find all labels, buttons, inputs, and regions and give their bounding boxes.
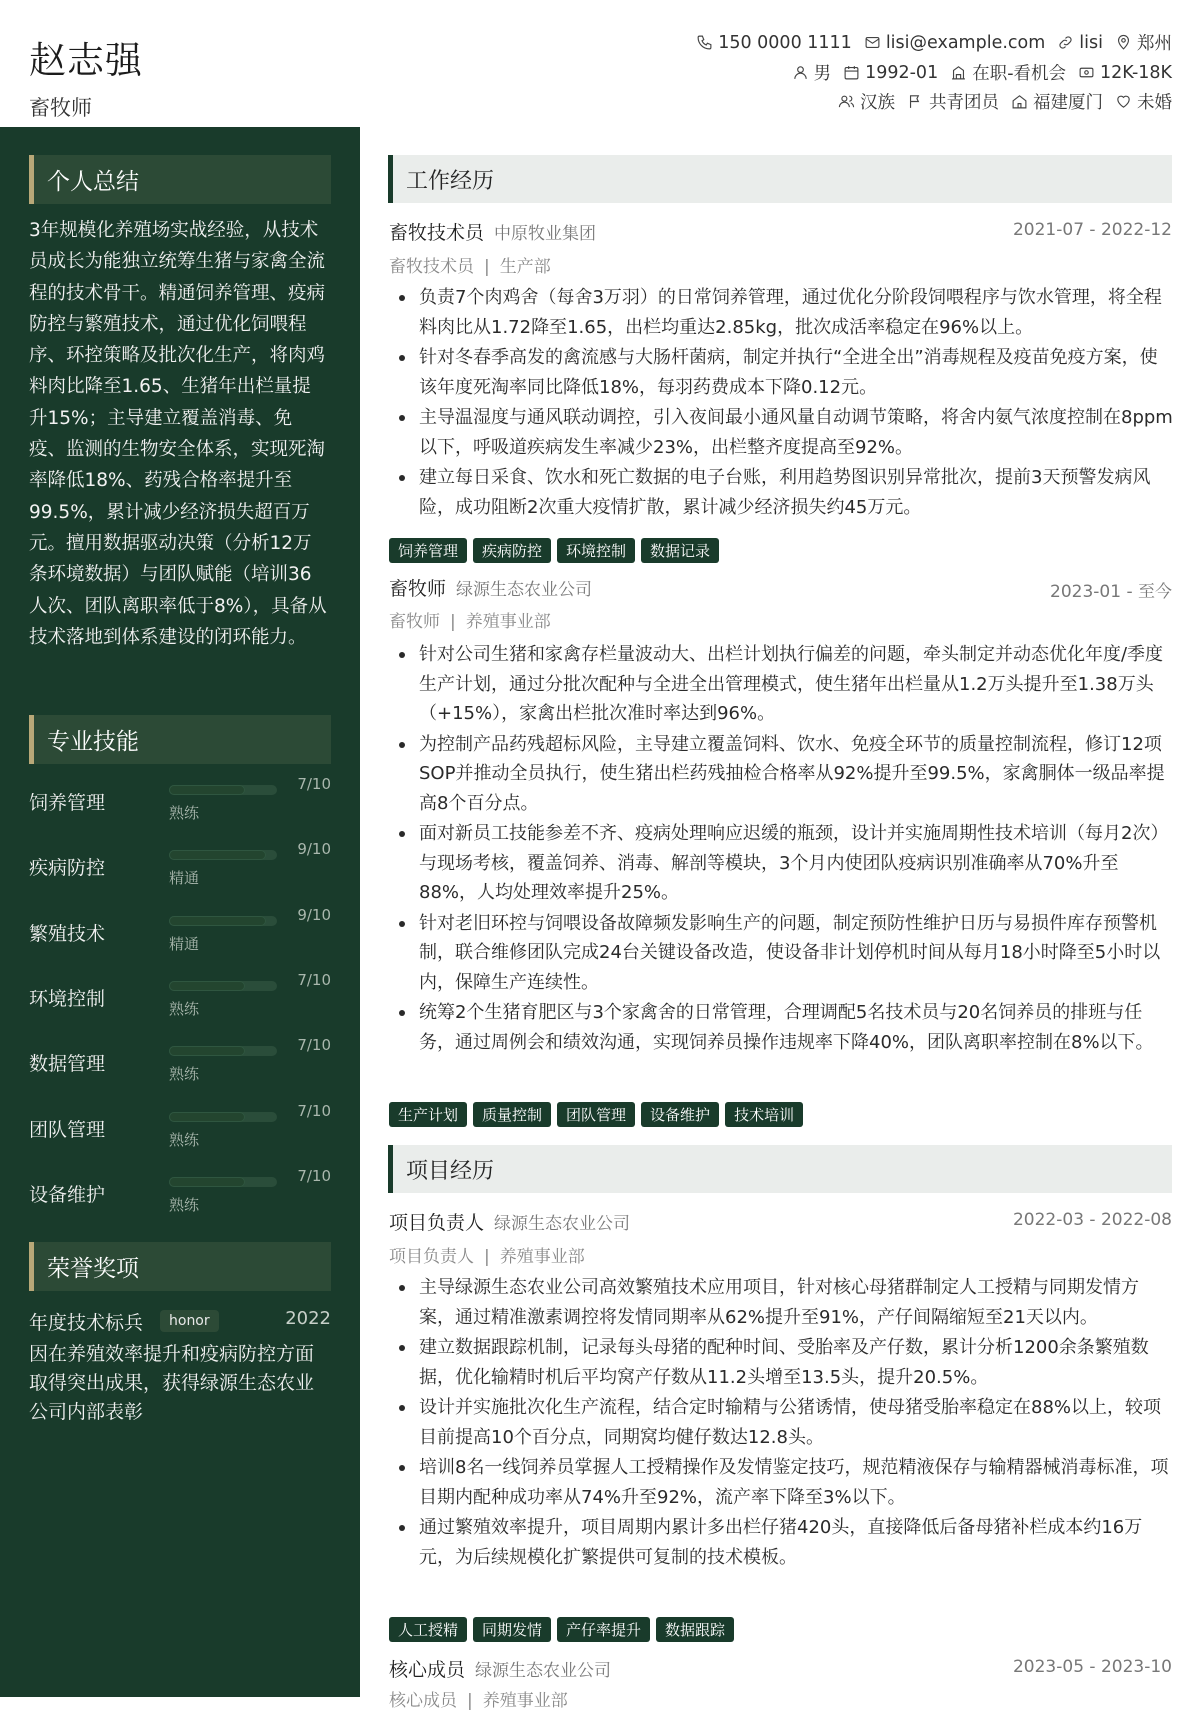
list-item: 设计并实施批次化生产流程，结合定时输精与公猪诱情，使母猪受胎率稳定在88%以上，较项目前提高10个百分点，同期窝均健仔数达12.8头。: [395, 1393, 1173, 1452]
skill-fill: [169, 1177, 245, 1187]
project-entry-1-date: 2022-03 - 2022-08: [1012, 1210, 1172, 1230]
skill-name: 饲养管理: [29, 792, 106, 814]
heart-icon: [1115, 93, 1132, 110]
work-entry-1-org: 中原牧业集团: [494, 224, 597, 244]
skill-level: 精通: [169, 869, 200, 888]
skill-score: 9/10: [297, 840, 331, 859]
projects-heading: 项目经历: [388, 1145, 1172, 1193]
project-entry-1-tags: [389, 1617, 734, 1642]
skill-item: [29, 775, 331, 825]
calendar-icon: [843, 64, 860, 81]
flag-icon: [907, 93, 924, 110]
separator: |: [450, 612, 456, 632]
list-item: 针对公司生猪和家禽存栏量波动大、出栏计划执行偏差的问题，牵头制定并动态优化年度/季度生产计划，通过分批次配种与全进全出管理模式，使生猪年出栏量从1.2万头提升至1.38万头（+15%），家禽出栏批次准时率达到96%。: [395, 640, 1173, 729]
contact-city: 郑州: [1115, 30, 1172, 55]
phone-icon: [696, 34, 713, 51]
info-ethnicity: 汉族: [838, 89, 895, 114]
info-gender: 男: [792, 60, 832, 85]
tag: 同期发情: [473, 1617, 551, 1642]
list-item: 通过繁殖效率提升，项目周期内累计多出栏仔猪420头，直接降低后备母猪补栏成本约16万元，为后续规模化扩繁提供可复制的技术模板。: [395, 1513, 1173, 1572]
honor-item: [29, 1308, 331, 1338]
skill-name: 环境控制: [29, 987, 106, 1010]
work-entry-1-bullets: [395, 283, 1173, 523]
contact-row-1: [696, 30, 1172, 55]
work-entry-2-tags: [389, 1102, 803, 1127]
project-entry-2-role: 核心成员 绿源生态农业公司: [389, 1659, 612, 1681]
separator: |: [484, 1247, 490, 1267]
skill-fill: [169, 850, 266, 860]
project-entry-1-org: 绿源生态农业公司: [494, 1214, 631, 1234]
honors-heading: 荣誉奖项: [29, 1242, 331, 1291]
skill-name: 繁殖技术: [29, 922, 106, 945]
candidate-name: 赵志强: [29, 39, 143, 82]
separator: |: [467, 1691, 473, 1711]
work-entry-2-sub: 畜牧师 | 养殖事业部: [389, 612, 551, 632]
tag: 设备维护: [641, 1102, 719, 1127]
project-entry-1-bullets: [395, 1273, 1173, 1573]
list-item: 面对新员工技能参差不齐、疫病处理响应迟缓的瓶颈，设计并实施周期性技术培训（每月2次）与现场考核，覆盖饲养、消毒、解剖等模块，3个月内使团队疫病识别准确率从70%升至88%，人均处理效率提升25%。: [395, 819, 1173, 908]
summary-text: 3年规模化养殖场实战经验，从技术员成长为能独立统筹生猪与家禽全流程的技术骨干。精通饲养管理、疫病防控与繁殖技术，通过优化饲喂程序、环控策略及批次化生产，将肉鸡料肉比降至1.65、生猪年出栏量提升15%；主导建立覆盖消毒、免疫、监测的生物安全体系，实现死淘率降低18%、药残合格率提升至99.5%，累计减少经济损失超百万元。擅用数据驱动决策（分析12万条环境数据）与团队赋能（培训36人次、团队离职率低于8%），具备从技术落地到体系建设的闭环能力。: [29, 220, 327, 648]
honor-name: 年度技术标兵: [29, 1312, 144, 1334]
skill-fill: [169, 1112, 245, 1122]
person-icon: [792, 64, 809, 81]
skill-score: 7/10: [297, 970, 331, 989]
honor-year: 2022: [285, 1308, 331, 1329]
skill-level: 熟练: [169, 804, 200, 822]
contact-row-3: [838, 89, 1172, 114]
skill-item: [29, 1167, 331, 1217]
tag: 环境控制: [557, 538, 635, 563]
skill-fill: [169, 981, 245, 991]
honor-description: 因在养殖效率提升和疫病防控方面取得突出成果，获得绿源生态农业公司内部表彰: [29, 1343, 315, 1423]
tag: 人工授精: [389, 1617, 467, 1642]
skill-item: [29, 1102, 331, 1152]
home-icon: [1011, 93, 1028, 110]
project-entry-2-org: 绿源生态农业公司: [475, 1661, 612, 1681]
skill-fill: [169, 916, 266, 926]
skill-score: 9/10: [297, 905, 331, 924]
work-entry-1-role: 畜牧技术员 中原牧业集团: [389, 222, 597, 244]
contact-row-2: [792, 60, 1172, 85]
candidate-title: 畜牧师: [29, 96, 92, 120]
contact-phone[interactable]: 150 0000 1111: [696, 30, 852, 55]
list-item: 主导温湿度与通风联动调控，引入夜间最小通风量自动调节策略，将舍内氨气浓度控制在8ppm以下，呼吸道疾病发生率减少23%，出栏整齐度提高至92%。: [395, 403, 1173, 462]
list-item: 为控制产品药残超标风险，主导建立覆盖饲料、饮水、免疫全环节的质量控制流程，修订12项SOP并推动全员执行，使生猪出栏药残抽检合格率从92%提升至99.5%，家禽胴体一级品率提高8个百分点。: [395, 730, 1173, 819]
mail-icon: [864, 34, 881, 51]
list-item: 建立数据跟踪机制，记录每头母猪的配种时间、受胎率及产仔数，累计分析1200余条繁殖数据，优化输精时机后平均窝产仔数从11.2头增至13.5头，提升20.5%。: [395, 1333, 1173, 1392]
skills-heading: 专业技能: [29, 715, 331, 764]
work-entry-2-date: 2023-01 - 至今: [1050, 582, 1172, 602]
skill-fill: [169, 785, 245, 795]
resume-header: [0, 0, 1200, 127]
skill-item: [29, 906, 331, 956]
work-entry-2-org: 绿源生态农业公司: [456, 580, 593, 600]
info-salary: 12K-18K: [1078, 60, 1172, 85]
work-entry-1-date: 2021-07 - 2022-12: [1012, 220, 1172, 240]
tag: 疾病防控: [473, 538, 551, 563]
info-marital: 未婚: [1115, 89, 1172, 114]
skill-name: 设备维护: [29, 1183, 106, 1206]
skill-bar: [169, 981, 277, 991]
skill-level: 熟练: [169, 1130, 200, 1149]
skill-name: 数据管理: [29, 1053, 106, 1076]
list-item: 培训8名一线饲养员掌握人工授精操作及发情鉴定技巧，规范精液保存与输精器械消毒标准，项目期内配种成功率从74%升至92%，流产率下降至3%以下。: [395, 1453, 1173, 1512]
skill-fill: [169, 1046, 245, 1056]
info-birth: 1992-01: [843, 60, 938, 85]
work-entry-2-role: 畜牧师 绿源生态农业公司: [389, 578, 593, 600]
tag: 质量控制: [473, 1102, 551, 1127]
tag: 数据跟踪: [656, 1617, 734, 1642]
project-entry-2-sub: 核心成员 | 养殖事业部: [389, 1691, 568, 1711]
skill-name: 疾病防控: [29, 857, 106, 880]
project-entry-1-sub: 项目负责人 | 养殖事业部: [389, 1247, 585, 1267]
skill-bar: [169, 916, 277, 926]
skill-score: 7/10: [297, 775, 331, 793]
location-pin-icon: [1115, 34, 1132, 51]
list-item: 统筹2个生猪育肥区与3个家禽舍的日常管理，合理调配5名技术员与20名饲养员的排班与任务，通过周例会和绩效沟通，实现饲养员操作违规率下降40%，团队离职率控制在8%以下。: [395, 998, 1173, 1057]
project-entry-2-date: 2023-05 - 2023-10: [1012, 1657, 1172, 1677]
work-entry-1-tags: [389, 538, 719, 563]
work-entry-2-bullets: [395, 640, 1173, 1058]
project-entry-1-role: 项目负责人 绿源生态农业公司: [389, 1212, 631, 1234]
skill-item: [29, 971, 331, 1021]
link-icon: [1057, 34, 1074, 51]
list-item: 主导绿源生态农业公司高效繁殖技术应用项目，针对核心母猪群制定人工授精与同期发情方案，通过精准激素调控将发情同期率从62%提升至91%，产仔间隔缩短至21天以内。: [395, 1273, 1173, 1332]
work-entry-1-sub: 畜牧技术员 | 生产部: [389, 257, 551, 277]
skill-level: 精通: [169, 934, 200, 953]
summary-heading: 个人总结: [29, 155, 331, 204]
tag: 生产计划: [389, 1102, 467, 1127]
money-icon: [1078, 64, 1095, 81]
building-icon: [950, 64, 967, 81]
skill-bar: [169, 1177, 277, 1187]
skill-bar: [169, 1112, 277, 1122]
contact-email[interactable]: lisi@example.com: [864, 30, 1045, 55]
skill-item: [29, 1036, 331, 1086]
list-item: 建立每日采食、饮水和死亡数据的电子台账，利用趋势图识别异常批次，提前3天预警发病风险，成功阻断2次重大疫情扩散，累计减少经济损失约45万元。: [395, 463, 1173, 522]
list-item: 针对冬春季高发的禽流感与大肠杆菌病，制定并执行“全进全出”消毒规程及疫苗免疫方案，使该年度死淘率同比降低18%，每羽药费成本下降0.12元。: [395, 343, 1173, 402]
info-politics: 共青团员: [907, 89, 999, 114]
skill-level: 熟练: [169, 999, 200, 1018]
skill-item: [29, 840, 331, 890]
separator: |: [484, 257, 490, 277]
skill-bar: [169, 1046, 277, 1056]
skill-score: 7/10: [297, 1101, 331, 1120]
honor-badge: honor: [160, 1310, 219, 1332]
skill-score: 7/10: [297, 1166, 331, 1185]
skill-score: 7/10: [297, 1036, 331, 1055]
list-item: 针对老旧环控与饲喂设备故障频发影响生产的问题，制定预防性维护日历与易损件库存预警机制，联合维修团队完成24台关键设备改造，使设备非计划停机时间从每月18小时降至5小时以内，保障生产连续性。: [395, 909, 1173, 998]
info-hometown: 福建厦门: [1011, 89, 1103, 114]
tag: 产仔率提升: [557, 1617, 650, 1642]
work-heading: 工作经历: [388, 155, 1172, 203]
people-icon: [838, 93, 855, 110]
tag: 技术培训: [725, 1102, 803, 1127]
tag: 饲养管理: [389, 538, 467, 563]
skill-level: 熟练: [169, 1195, 200, 1214]
skill-bar: [169, 785, 277, 795]
info-status: 在职-看机会: [950, 60, 1066, 85]
list-item: 负责7个肉鸡舍（每舍3万羽）的日常饲养管理，通过优化分阶段饲喂程序与饮水管理，将全程料肉比从1.72降至1.65，出栏均重达2.85kg，批次成活率稳定在96%以上。: [395, 283, 1173, 342]
tag: 数据记录: [641, 538, 719, 563]
contact-wechat[interactable]: lisi: [1057, 30, 1103, 55]
skill-name: 团队管理: [29, 1118, 106, 1141]
tag: 团队管理: [557, 1102, 635, 1127]
skill-level: 熟练: [169, 1065, 200, 1084]
skill-bar: [169, 850, 277, 860]
